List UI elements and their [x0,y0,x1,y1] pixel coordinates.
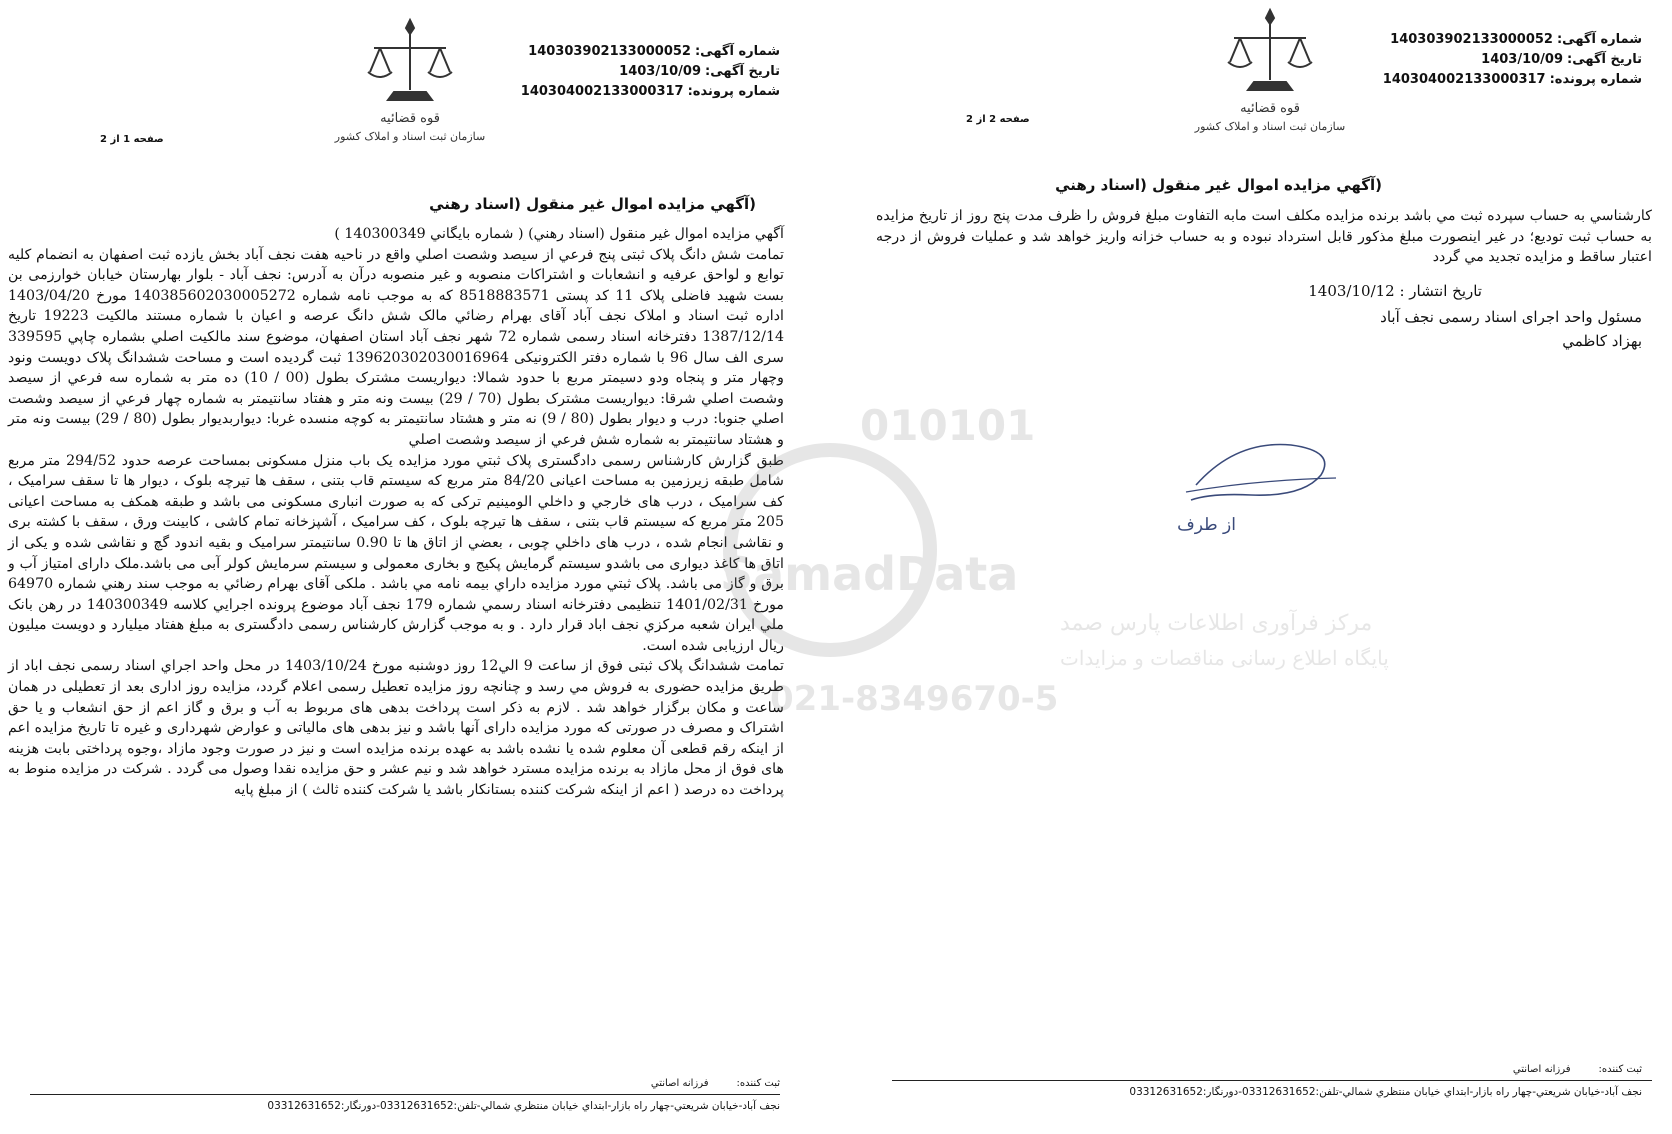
registrar-name: فرزانه اصانتي [650,1078,709,1089]
ad-meta [521,42,780,102]
body-text [876,206,1652,268]
footer-address: نجف آباد-خيابان شريعتي-چهار راه بازار-ابتداي خيابان منتظري شمالي-تلفن:03312631652-دورنگار:03312631652 [1129,1086,1642,1098]
page-title: (آگهي مزايده اموال غير منقول (اسناد رهني [1055,176,1382,194]
ad-number: 140303902133000052 [1390,32,1553,47]
paragraph: تمامت ششدانگ پلاک ثبتی فوق از ساعت 9 الي12 روز دوشنبه مورخ 1403/10/24 در محل واحد اجراي اسناد رسمی نجف اباد از طريق مزايده حضوری به فروش مي رسد و چنانچه روز مزايده تعطيل رسمی اعلام گردد، مزايده روز اداری بعد از تعطيلی در همان ساعت و مکان برگزار خواهد شد . لازم به ذکر است پرداخت بدهی های مربوط به آب و برق و گاز اعم از حق انشعاب و يا حق اشتراک و مصرف در صورتی که مورد مزايده دارای آنها باشد و نيز بدهی های مالياتی و عوارض شهرداری و غيره تا تاريخ مزايده اعم از اينکه رقم قطعی آن معلوم شده يا نشده باشد به عهده برنده مزايده است و نيز در صورت وجود مازاد ،وجوه پرداختی بابت هزينه های فوق از محل مازاد به برنده مزايده مسترد خواهد شد و نيم عشر و حق مزايده نقدا وصول می گردد . شرکت در مزايده منوط به پرداخت ده درصد ( اعم از اينکه شرکت کننده بستانکار باشد يا شرکت کننده ثالث ) از مبلغ پايه [8,658,784,799]
paragraph: آگهي مزايده اموال غير منقول (اسناد رهني) ( شماره بايگاني 140300349 ) [334,226,784,242]
registrar-label: ثبت کننده: [736,1078,780,1089]
document-page-2 [836,0,1672,1134]
logo-line1: قوه قضائيه [1240,101,1300,116]
file-number: 140304002133000317 [520,84,684,99]
body-text [8,224,784,801]
watermark-brand: SamadData [720,547,1019,601]
ad-number: 140303902133000052 [528,44,691,59]
paragraph: تمامت شش دانگ پلاک ثبتی پنج فرعي از سيصد وشصت اصلي واقع در ناحيه هفت نجف آباد بخش يازده ثبت اصفهان به انضمام کليه توابع و لواحق عرفيه و انشعابات و اشتراکات منصوبه و غير منصوبه درآن به آدرس: نجف آباد - بلوار بهارستان خيابان خوارزمی بن بست شهيد فاضلی پلاک 11 کد پستی 8518883571 که به موجب نامه شماره 140385602030005272 مورخ 1403/04/20 اداره ثبت اسناد و املاک نجف آباد آقای بهرام رضائي مالک شش دانگ عرصه و اعيان با شماره مستند مالکيت 19223 تاريخ 1387/12/14 دفترخانه اسناد رسمی شماره 72 شهر نجف آباد استان اصفهان، موضوع سند مالکيت اصلي بشماره چاپي 339595 سری الف سال 96 با شماره دفتر الکترونيکی 139620302030016964 ثبت گرديده است و مساحت ششدانگ پلاک دويست ونود وچهار متر و پنجاه ودو دسيمتر مربع با حدود شمالا: ديواريست مشترک بطول (00 / 10) ده متر به شماره سه فرعي از سيصد وشصت اصلي شرقا: ديواريست مشترک بطول (70 / 29) بيست ونه متر و هفتاد سانتيمتر به شماره چهار فرعي از سيصد وشصت اصلي جنوبا: درب و ديوار بطول (80 / 9) نه متر و هشتاد سانتيمتر به کوچه منسده غربا: ديواربديوار بطول (80 / 29) بيست ونه متر و هشتاد سانتيمتر به شماره شش فرعي از سيصد وشصت اصلي [8,246,785,448]
page-number: صفحه 2 از 2 [966,114,1030,125]
registrar [1485,1064,1642,1075]
logo-line2: سازمان ثبت اسناد و املاک کشور [334,130,486,143]
registrar [623,1078,780,1089]
ad-date-label: تاریخ آگهی: [1567,52,1642,67]
paragraph: کارشناسي به حساب سپرده ثبت مي باشد برنده مزايده مکلف است مابه التفاوت مبلغ فروش را ظرف مدت پنج روز از تاريخ مزايده به حساب ثبت توديع؛ در غير اينصورت مبلغ مذکور قابل استرداد نبوده و به حساب خزانه واريز خواهد شد و عمليات فروش از درجه اعتبار ساقط و مزايده تجديد مي گردد [876,208,1652,266]
publish-date: تاريخ انتشار : 1403/10/12 [1308,282,1482,300]
signature [1176,430,1356,540]
footer-divider [892,1080,1652,1081]
watermark-digits: 010101 [860,401,1036,450]
official-name: بهزاد کاظمي [1562,332,1642,350]
logo-line1: قوه قضائيه [380,111,440,126]
logo-line2: سازمان ثبت اسناد و املاک کشور [1194,120,1346,133]
paragraph: طبق گزارش کارشناس رسمی دادگستری پلاک ثبتي مورد مزايده يک باب منزل مسکونی بمساحت عرصه حدود 294/52 متر مربع شامل طبقه زيرزمين به مساحت اعيانی 84/20 متر مربع که سيستم قاب بتنی ، سقف ها تيرچه بلوک ، ديوار ها تا سقف سراميک ، کف سراميک ، درب های خارجي و داخلي الومينيم ترکی که به صورت انباری مسکونی می باشد و طبقه همکف به مساحت اعيانی 205 متر مربع که سيستم قاب بتنی ، سقف ها تيرچه بلوک ، کف سراميک ، آشپزخانه تمام کاشی ، کابينت ورق ، سقف با کشته بری و نقاشی انجام شده ، درب های داخلي چوبی ، بعضي از اتاق ها تا 0.90 سانتيمتر سراميک و بقيه اندود گچ و نقاشی شده و يکی از اتاق ها کاغذ ديواری می باشدو سيستم گرمايش پکيج و بخاری معمولی و سيستم سرمايش کولر آبی می باشد.ملک دارای امتياز آب و برق و گاز می باشد. پلاک ثبتي مورد مزايده داراي بيمه نامه مي باشد . ملکی آقای بهرام رضائي به موجب سند رهني شماره 64970 مورخ 1401/02/31 تنظيمی دفترخانه اسناد رسمي شماره 179 نجف آباد موضوع پرونده اجرايي کلاسه 140300349 در رهن بانک ملي ايران شعبه مرکزي نجف اباد قرار دارد . و به موجب گزارش کارشناس رسمی دادگستری به مبلغ هفتاد ميليارد و دويست ميليون ريال ارزيابی شده است. [8,452,785,654]
footer-address: نجف آباد-خيابان شريعتي-چهار راه بازار-ابتداي خيابان منتظري شمالي-تلفن:03312631652-دورنگار:03312631652 [267,1100,780,1112]
watermark-line1: مرکز فرآوری اطلاعات پارس صمد [1060,611,1373,636]
registrar-label: ثبت کننده: [1598,1064,1642,1075]
footer-divider [30,1094,780,1095]
ad-date: 1403/10/09 [1481,52,1564,67]
judiciary-logo [334,10,486,150]
judiciary-logo [1194,0,1346,140]
watermark-line2: پایگاه اطلاع رسانی مناقصات و مزایدات [1060,646,1389,670]
ad-date: 1403/10/09 [619,64,702,79]
watermark-phone: 021-8349670-5 [770,679,1059,719]
ad-meta [1383,30,1642,90]
file-number-label: شماره پرونده: [687,84,780,99]
ad-number-label: شماره آگهی: [694,44,780,59]
ad-number-label: شماره آگهی: [1556,32,1642,47]
file-number: 140304002133000317 [1382,72,1546,87]
page-number: صفحه 1 از 2 [100,134,164,145]
file-number-label: شماره پرونده: [1549,72,1642,87]
signature-text: از طرف [1177,515,1236,535]
page-title: (آگهي مزايده اموال غير منقول (اسناد رهني [429,195,756,213]
ad-date-label: تاریخ آگهی: [705,64,780,79]
official-title: مسئول واحد اجرای اسناد رسمی نجف آباد [1380,308,1642,326]
registrar-name: فرزانه اصانتي [1512,1064,1571,1075]
